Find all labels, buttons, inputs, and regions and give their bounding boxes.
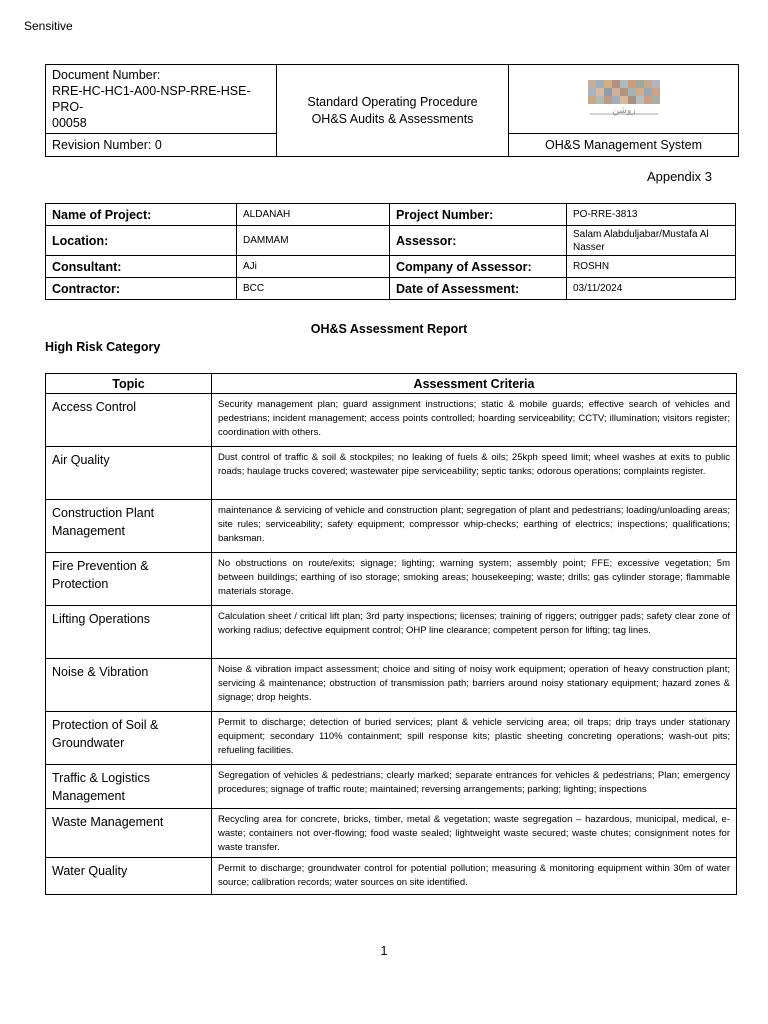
contractor-value: BCC <box>237 278 390 300</box>
company-of-assessor-value: ROSHN <box>567 256 736 278</box>
page-number: 1 <box>380 944 388 958</box>
topic-cell: Protection of Soil & Groundwater <box>46 712 212 765</box>
svg-text:روشن: روشن <box>611 106 636 116</box>
criteria-cell: Calculation sheet / critical lift plan; 3rd party inspections; licenses; training of riggers; outrigger pads; safety clear zone of working radius; defective equipment control; OHP line clearance; competent person for lifting; tag lines. <box>212 606 737 659</box>
criteria-cell: Dust control of traffic & soil & stockpiles; no leaking of fuels & oils; 25kph speed limit; wheel washes at exits to public roads; haulage trucks covered; wastewater pipe serviceability; septic tanks; odorous operations; complaints register. <box>212 447 737 500</box>
appendix-label: Appendix 3 <box>646 169 712 184</box>
table-row <box>46 858 737 895</box>
topic-cell: Noise & Vibration <box>46 659 212 712</box>
table-row <box>46 659 737 712</box>
document-number: Document Number: RRE-HC-HC1-A00-NSP-RRE-HSE-PRO- 00058 <box>46 65 277 134</box>
topic-cell: Lifting Operations <box>46 606 212 659</box>
location-value: DAMMAM <box>237 226 390 256</box>
location-label: Location: <box>46 226 237 256</box>
table-row <box>46 447 737 500</box>
table-row <box>46 765 737 809</box>
criteria-cell: No obstructions on route/exits; signage; lighting; warning system; assembly point; FFE; excessive vegetation; 5m between buildings; earthing of iso storage; smoking areas; housekeeping; waste; drills; gas cylinder storage; flammable materials storage. <box>212 553 737 606</box>
report-title: OH&S Assessment Report <box>310 322 468 336</box>
assessment-criteria-table <box>45 373 737 895</box>
date-of-assessment-value: 03/11/2024 <box>567 278 736 300</box>
risk-category-heading: High Risk Category <box>45 340 161 354</box>
date-of-assessment-label: Date of Assessment: <box>390 278 567 300</box>
consultant-label: Consultant: <box>46 256 237 278</box>
topic-cell: Waste Management <box>46 809 212 858</box>
company-logo <box>509 65 739 134</box>
project-name-label: Name of Project: <box>46 204 237 226</box>
procedure-title-line2: OH&S Audits & Assessments <box>311 111 474 126</box>
criteria-cell: Segregation of vehicles & pedestrians; clearly marked; separate entrances for vehicles & pedestrians; Plan; emergency procedures; signage of traffic route; maintained; reversing arrangements; parking; lighting; inspections <box>212 765 737 809</box>
table-row <box>46 712 737 765</box>
criteria-cell: Permit to discharge; groundwater control for potential pollution; measuring & monitoring equipment within 30m of water source; calibration records; water sources on site identified. <box>212 858 737 895</box>
table-row <box>46 394 737 447</box>
criteria-cell: Security management plan; guard assignment instructions; static & mobile guards; effective search of vehicles and pedestrians; incident management; access points controlled; hoarding serviceability; CCTV; illumination; visitors register; coordination with others. <box>212 394 737 447</box>
topic-cell: Fire Prevention & Protection <box>46 553 212 606</box>
contractor-label: Contractor: <box>46 278 237 300</box>
procedure-title <box>277 65 509 157</box>
project-name-value: ALDANAH <box>237 204 390 226</box>
criteria-cell: Noise & vibration impact assessment; choice and siting of noisy work equipment; operation of heavy construction plant; servicing & maintenance; obstruction of transmission path; barriers around noisy stationary equipment; hazard zones & signage; drop heights. <box>212 659 737 712</box>
topic-cell: Construction Plant Management <box>46 500 212 553</box>
sensitivity-label: Sensitive <box>24 19 73 33</box>
topic-cell: Water Quality <box>46 858 212 895</box>
criteria-cell: Permit to discharge; detection of buried services; plant & vehicle servicing area; oil traps; drip trays under stationary equipment; secondary 110% containment; spill response kits; plastic sheeting concreting operations; wash-out pits; refueling facilities. <box>212 712 737 765</box>
project-number-label: Project Number: <box>390 204 567 226</box>
table-row <box>46 809 737 858</box>
topic-cell: Air Quality <box>46 447 212 500</box>
assessor-value: Salam Alabduljabar/Mustafa Al Nasser <box>567 226 736 256</box>
topic-cell: Traffic & Logistics Management <box>46 765 212 809</box>
table-row <box>46 500 737 553</box>
project-info-table <box>45 203 736 300</box>
project-number-value: PO-RRE-3813 <box>567 204 736 226</box>
management-system: OH&S Management System <box>509 134 739 157</box>
criteria-cell: Recycling area for concrete, bricks, timber, metal & vegetation; waste segregation – hazardous, municipal, medical, e-waste; containers not over-flowing; food waste sealed; lightweight waste secured; waste chutes; consignment notes for waste transfer. <box>212 809 737 858</box>
assessor-label: Assessor: <box>390 226 567 256</box>
topic-cell: Access Control <box>46 394 212 447</box>
company-of-assessor-label: Company of Assessor: <box>390 256 567 278</box>
column-header-topic: Topic <box>46 374 212 394</box>
document-header <box>45 64 739 157</box>
revision-number: Revision Number: 0 <box>46 134 277 157</box>
consultant-value: AJi <box>237 256 390 278</box>
table-row <box>46 606 737 659</box>
roshn-logo-icon <box>584 76 664 122</box>
criteria-cell: maintenance & servicing of vehicle and construction plant; segregation of plant and pedestrians; loading/unloading areas; site rules; serviceability; safety equipment; compressor whip-checks; earthing of electrics; inspections; qualifications; banksman. <box>212 500 737 553</box>
column-header-criteria: Assessment Criteria <box>212 374 737 394</box>
procedure-title-line1: Standard Operating Procedure <box>307 94 478 109</box>
table-row <box>46 553 737 606</box>
